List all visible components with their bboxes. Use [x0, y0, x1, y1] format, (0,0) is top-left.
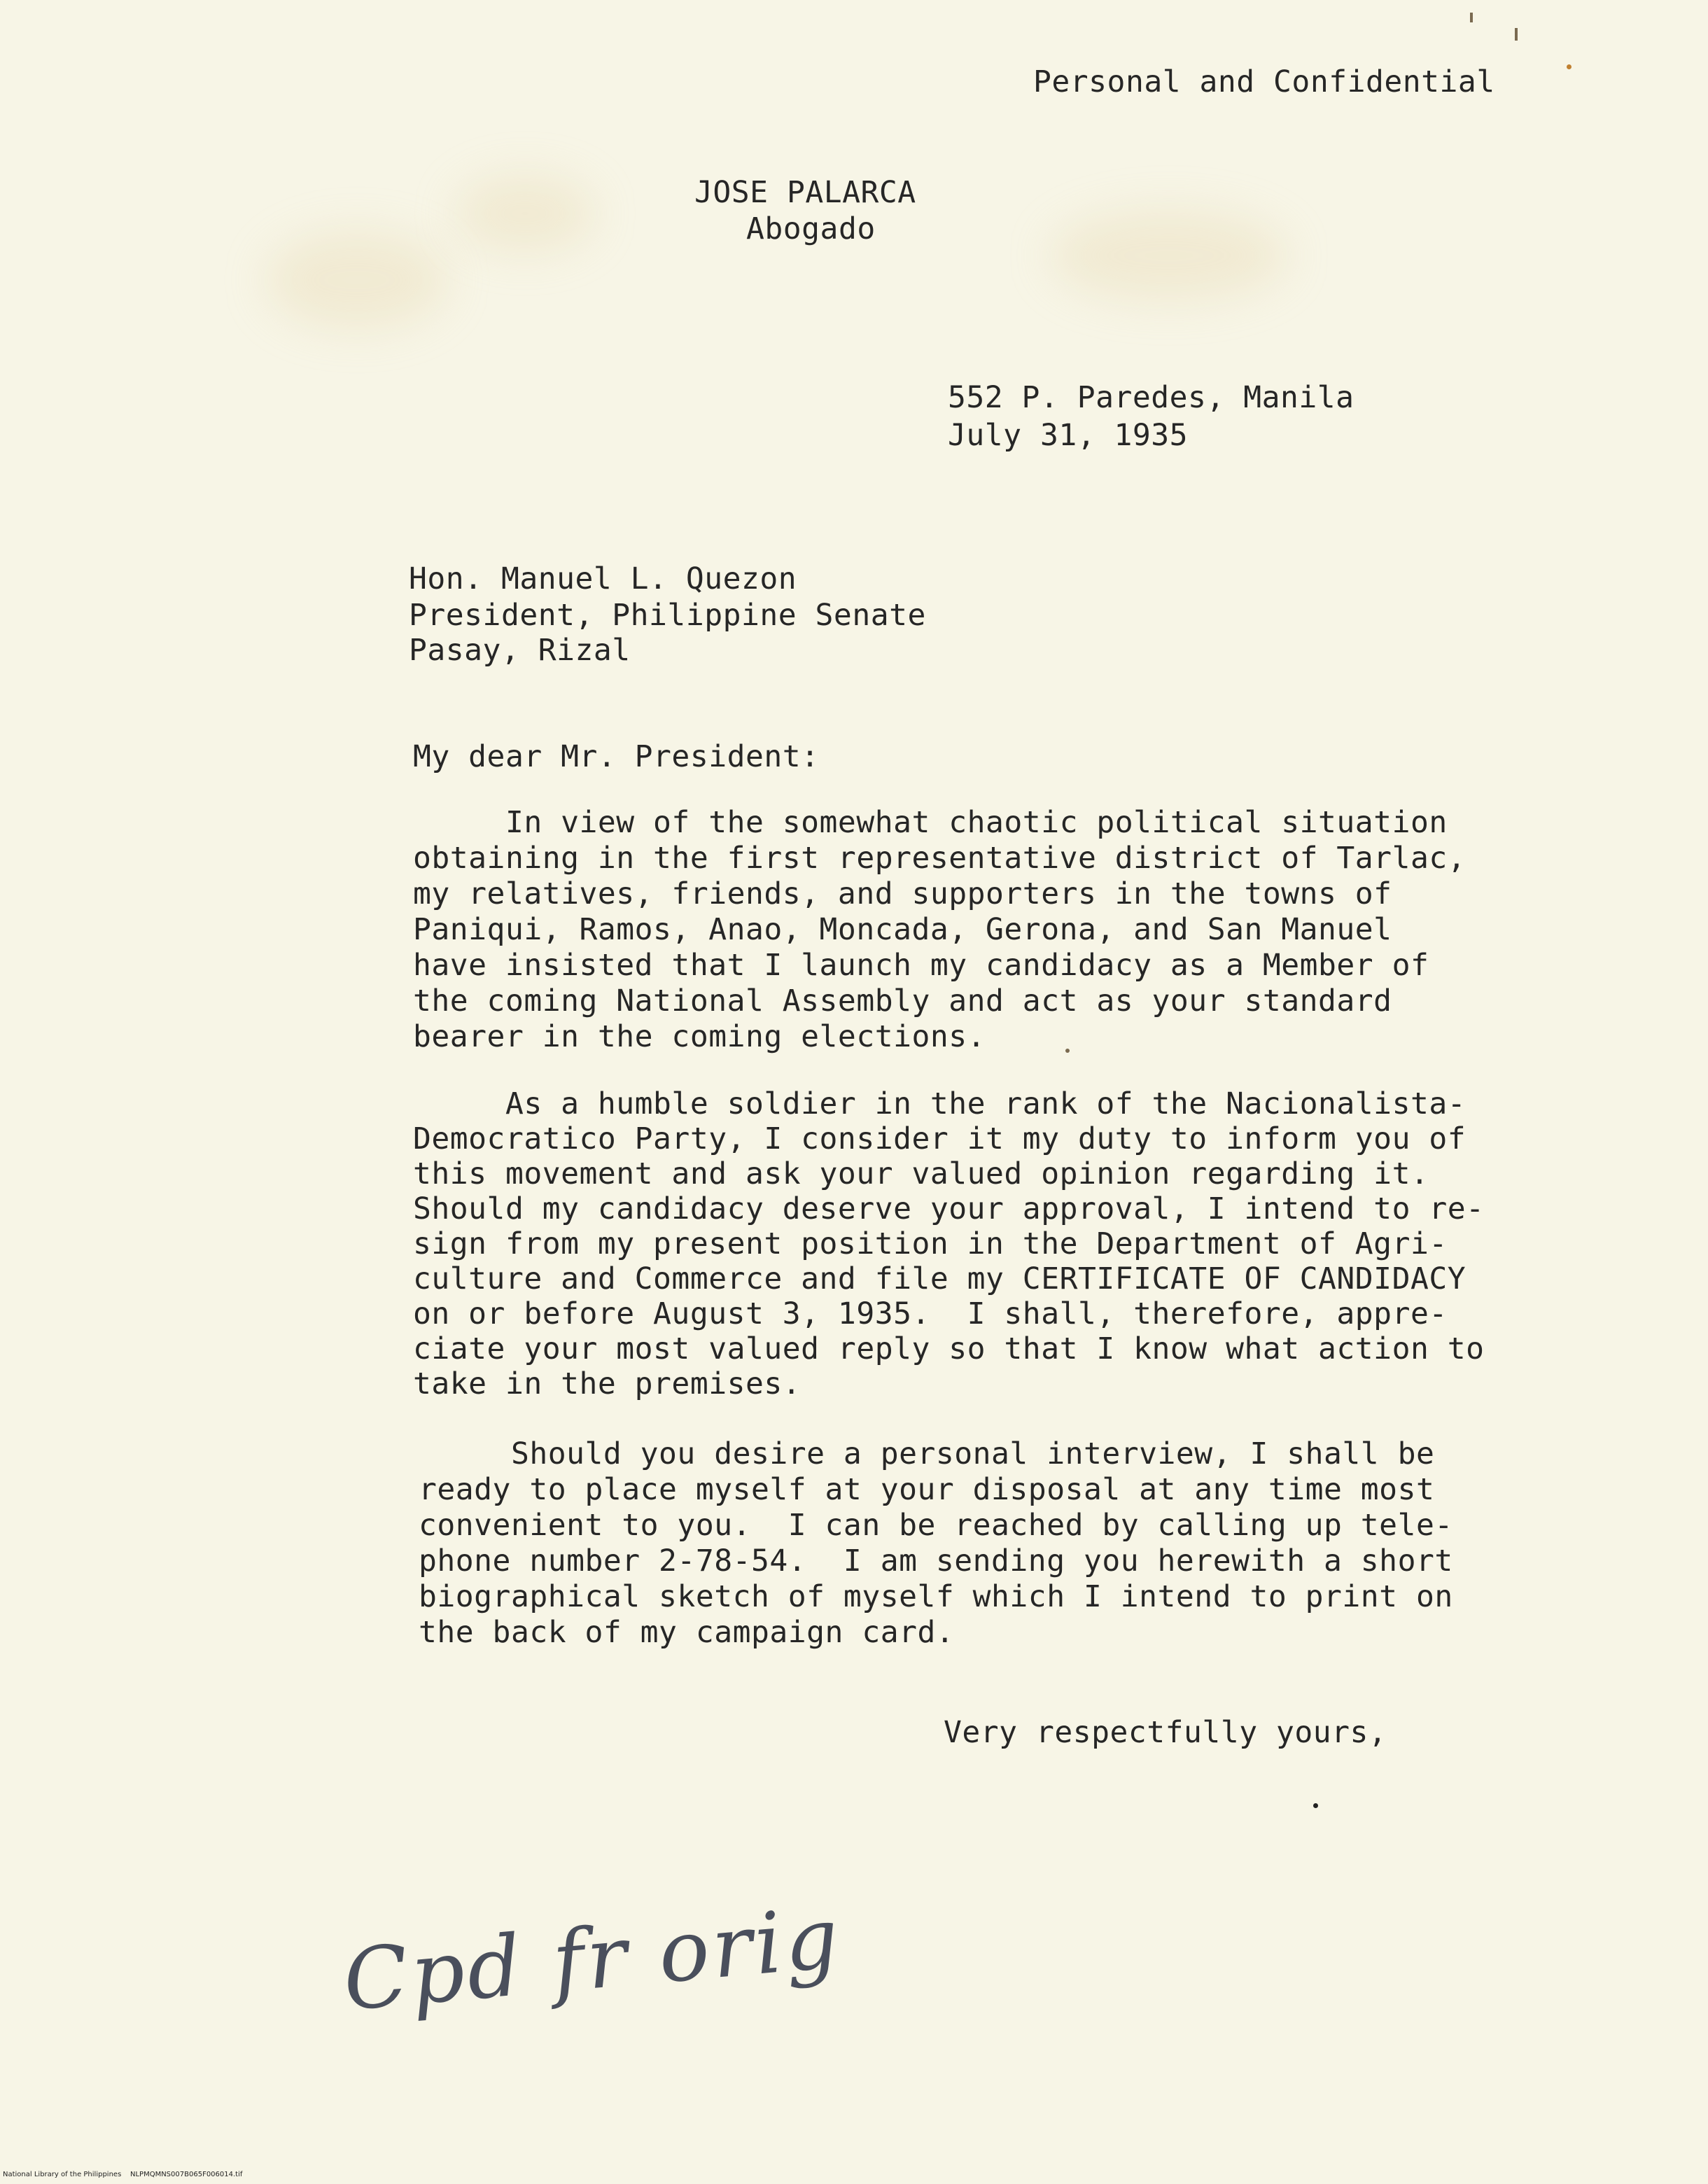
body-line: the coming National Assembly and act as your standard — [413, 983, 1392, 1018]
letter-date: July 31, 1935 — [948, 418, 1189, 453]
handwritten-note: Cpd fr orig — [340, 1889, 846, 2030]
body-paragraph-3 — [419, 1436, 1511, 1653]
sender-street: 552 P. Paredes, Manila — [948, 380, 1354, 415]
paper-stain — [1050, 210, 1288, 301]
ink-mark — [1065, 1049, 1070, 1053]
body-line: obtaining in the first representative district of Tarlac, — [413, 841, 1466, 876]
paper-stain — [455, 175, 595, 252]
body-line: Democratico Party, I consider it my duty to inform you of — [413, 1121, 1466, 1156]
body-line: on or before August 3, 1935. I shall, therefore, appre- — [413, 1296, 1448, 1331]
body-line: Should you desire a personal interview, I shall be — [419, 1436, 1435, 1471]
body-line: bearer in the coming elections. — [413, 1019, 986, 1054]
salutation: My dear Mr. President: — [413, 739, 820, 774]
closing: Very respectfully yours, — [944, 1715, 1387, 1750]
body-line: ciate your most valued reply so that I know what action to — [413, 1331, 1485, 1366]
confidential-note: Personal and Confidential — [1033, 64, 1495, 99]
body-paragraph-2 — [413, 1086, 1505, 1408]
body-line: the back of my campaign card. — [419, 1615, 955, 1650]
ink-mark — [1567, 64, 1572, 69]
recipient-position: President, Philippine Senate — [409, 598, 926, 633]
body-line: In view of the somewhat chaotic political situation — [413, 805, 1448, 840]
body-line: have insisted that I launch my candidacy as a Member of — [413, 948, 1429, 983]
ink-mark — [1313, 1803, 1318, 1808]
body-line: ready to place myself at your disposal at any time most — [419, 1472, 1435, 1507]
footer-caption: National Library of the Philippines NLPMQMNS007B065F006014.tif — [3, 2171, 243, 2178]
body-paragraph-1 — [413, 805, 1505, 1057]
ink-mark — [1470, 13, 1473, 22]
body-line: take in the premises. — [413, 1366, 802, 1401]
body-line: As a humble soldier in the rank of the Nacionalista- — [413, 1086, 1466, 1121]
body-line: convenient to you. I can be reached by calling up tele- — [419, 1508, 1453, 1543]
body-line: culture and Commerce and file my CERTIFICATE OF CANDIDACY — [413, 1261, 1466, 1296]
recipient-name: Hon. Manuel L. Quezon — [409, 561, 797, 596]
paper-stain — [266, 231, 448, 329]
body-line: Should my candidacy deserve your approval, I intend to re- — [413, 1191, 1485, 1226]
sender-title: Abogado — [746, 211, 876, 246]
body-line: Paniqui, Ramos, Anao, Moncada, Gerona, and San Manuel — [413, 912, 1392, 947]
recipient-location: Pasay, Rizal — [409, 633, 631, 668]
ink-mark — [1515, 28, 1518, 41]
body-line: biographical sketch of myself which I intend to print on — [419, 1579, 1453, 1614]
body-line: this movement and ask your valued opinion regarding it. — [413, 1156, 1429, 1191]
body-line: phone number 2-78-54. I am sending you herewith a short — [419, 1544, 1453, 1578]
body-line: sign from my present position in the Department of Agri- — [413, 1226, 1448, 1261]
body-line: my relatives, friends, and supporters in the towns of — [413, 876, 1392, 911]
sender-name: JOSE PALARCA — [694, 175, 916, 210]
